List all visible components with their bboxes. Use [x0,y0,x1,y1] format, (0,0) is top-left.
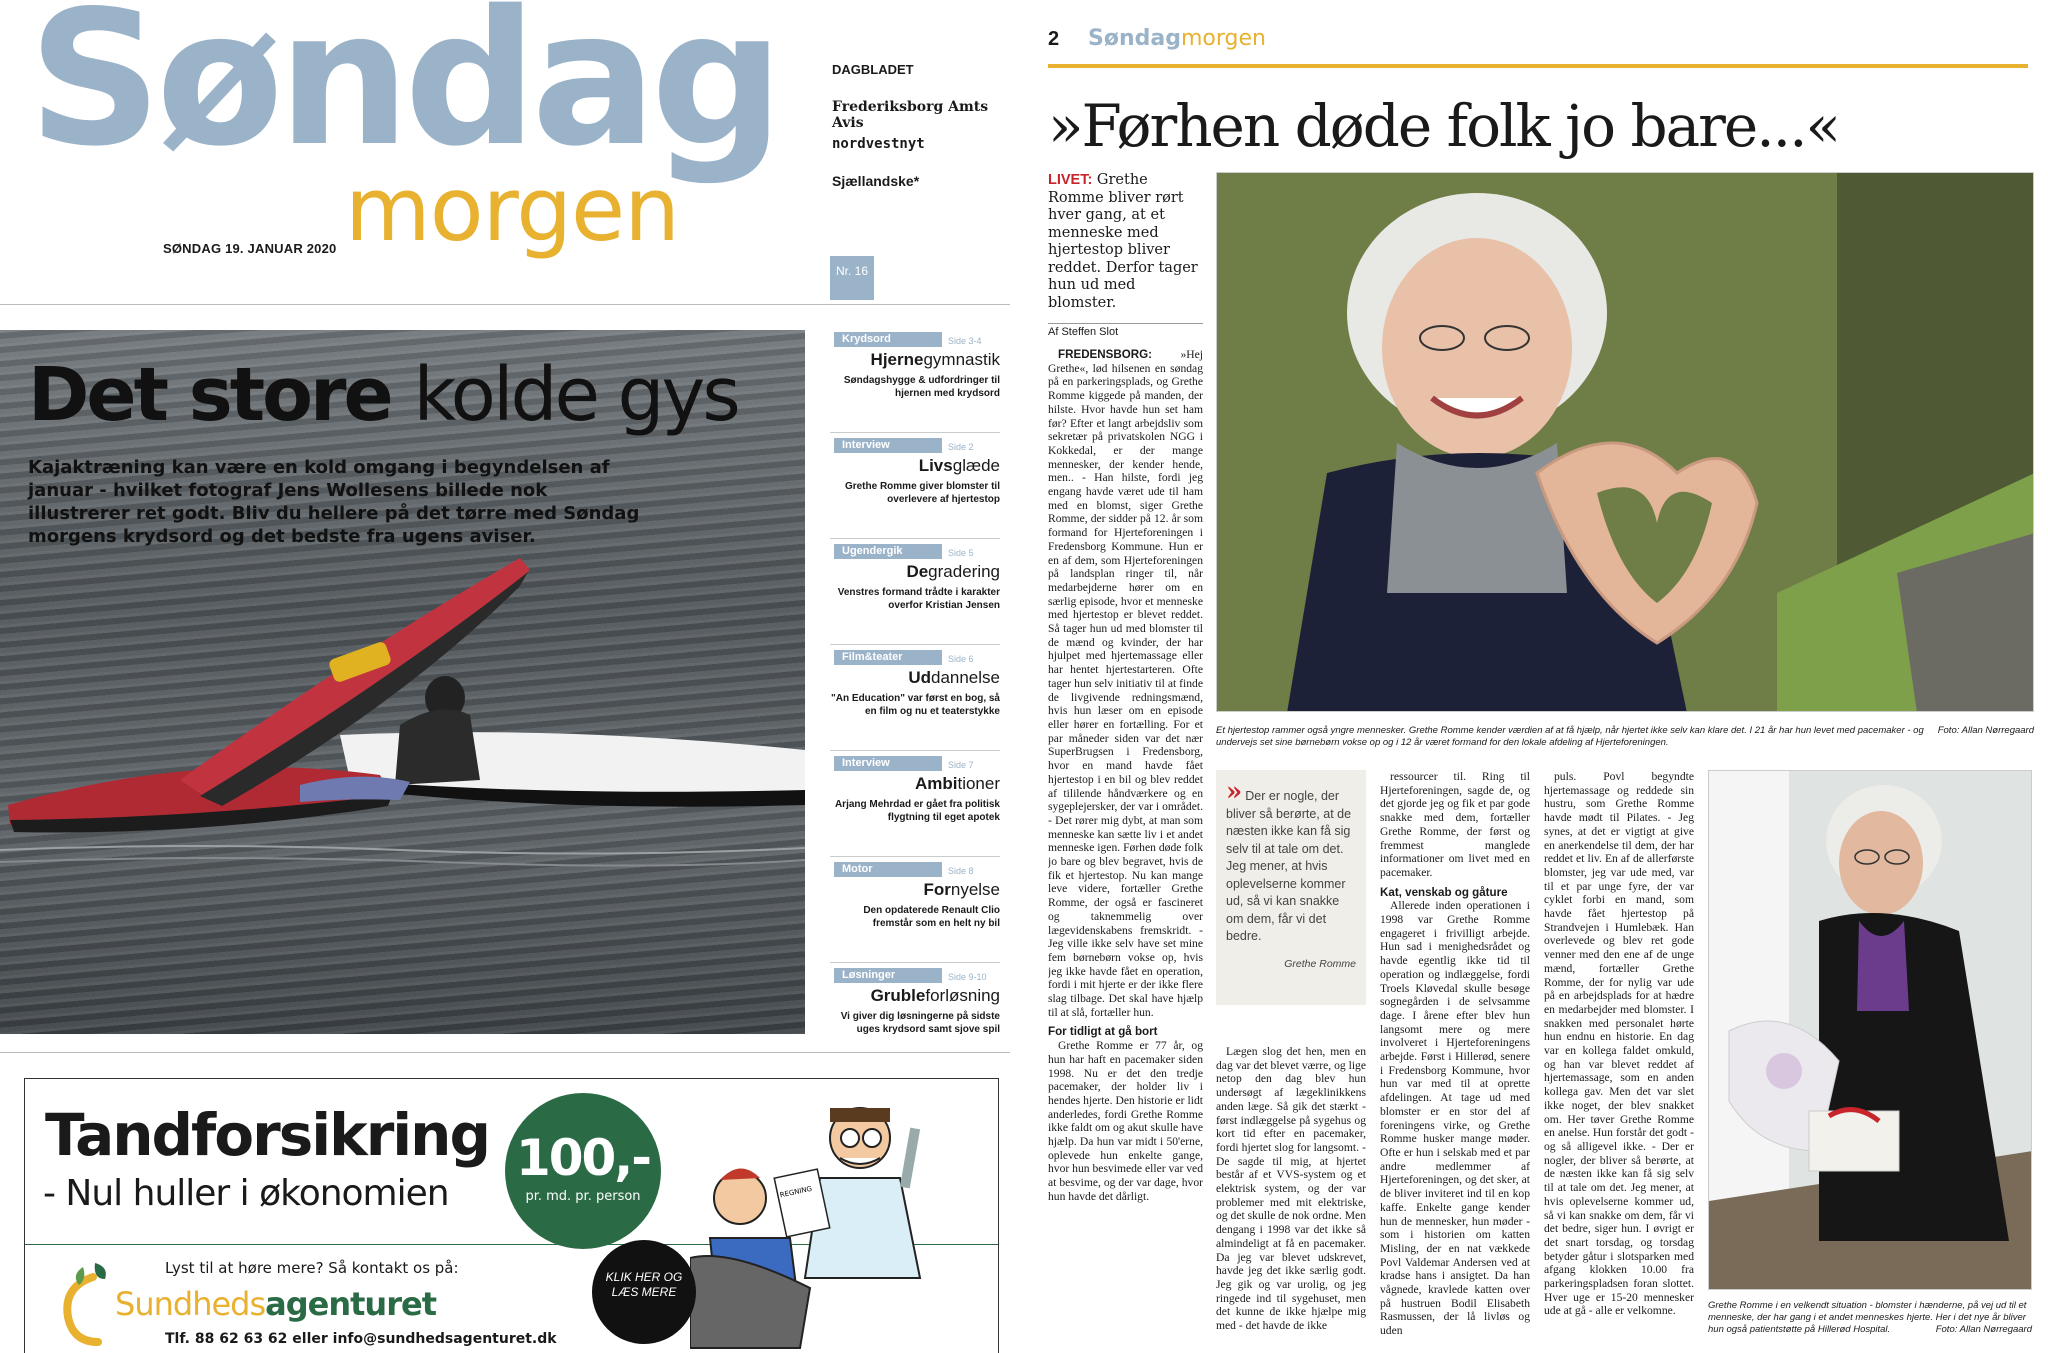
toc-title: Ambitioner [914,774,1000,793]
paper-frederiksborg: Frederiksborg Amts Avis [832,99,989,131]
article-subhead: Kat, venskab og gåture [1380,885,1508,899]
toc-page: Side 2 [948,442,974,452]
kayak-image [0,550,805,870]
toc-title: Grubleforløsning [870,986,1000,1005]
ad-subtitle: - Nul huller i økonomien [43,1173,449,1214]
toc-summary: Grethe Romme giver blomster til overlevere af hjertestop [844,481,1000,505]
hero-headline: Det store kolde gys [28,352,738,438]
ad-contact: Tlf. 88 62 63 62 eller info@sundhedsagenturet.dk [165,1331,557,1347]
article-column-3: ressourcer til. Ring til Hjerteforeningen, sagde de, og det gjorde jeg og fik et par gode snakke med dem, fortæller Grethe Romme, der først og fremmest manglede informationer om livet med en pacemaker. Kat, venskab og gåture Allerede inden operationen i 1998 var Grethe Romme engageret i frivilligt arbejde. Hun sad i menighedsrådet og havde egentlig ikke tid til operation og indlæggelse, fordi Troels Kløvedal skulle besøge sognegården i de selvsamme dage. I årene efter blev hun langsomt mere og mere involveret i Hjerteforeningens arbejde. Først i Hillerød, senere i Fredensborg Kommune, hvor hun var med til at oprette afdelingen. At tage ud med blomster er en stor del af foreningens virke, og Grethe Romme husker mange møder. Ofte er hun i selskab med et par andre medlemmer af Hjerteforeningen, og det sker, at de bliver inviteret ind til en kop kaffe. Enkelte gange kender hun de mennesker, hun møder - som i historien om katten Misling, der en nat vækkede Povl Valdemar Andersen ved at kradse hans i ansigtet. Da han vågnede, kravlede katten over på hustruen Bodil Elisabeth Rasmussen, der lå livløs og uden [1380,770,1530,1338]
ad-cta-button[interactable]: KLIK HER OG LÆS MERE [592,1240,696,1344]
toc-page: Side 8 [948,866,974,876]
toc-item[interactable] [830,646,1000,751]
divider [0,304,1010,305]
hero-deck: Kajaktræning kan være en kold omgang i begyndelsen af januar - hvilket fotograf Jens Wollesens billede nok illustrerer ret godt. Bliv du hellere på det tørre med Søndag morgens krydsord og det bedste fra ugens aviser. [28,457,640,547]
article-column-2: Lægen slog det hen, men en dag var det blevet værre, og lige netop den dag blev hun undersøgt af lægeklinikkens anden læge. Så gik det stærkt - først indlæggelse på sygehus og kort tid efter en pacemaker, fordi hjertet slog for langsomt. - De sagde til mig, at hjertet består af et VVS-system og et elektrisk system, og der var problemer med mit elektriske, og det skulle de nok ordne. Men dengang i 1998 var det ikke så almindeligt at få en pacemaker. Da jeg var blevet udskrevet, havde jeg det ikke særlig godt. Jeg gik og var urolig, og jeg ringede ind til sygehuset, men det kunne de ikke hjælpe mig med - det havde de ikke [1216,1045,1366,1333]
article-page [1048,0,2048,1353]
toc-title: Degradering [906,562,1000,581]
table-of-contents [830,328,1000,1070]
toc-summary: Vi giver dig løsningerne på sidste uges krydsord samt sjove spil [840,1011,1000,1035]
ad-brand: Sundhedsagenturet [115,1285,436,1323]
page-rule [1048,64,2028,68]
paper-nordvestnyt: nordvestnyt [832,136,925,152]
dentist-cartoon-icon [690,1088,990,1353]
toc-page: Side 7 [948,760,974,770]
second-photo[interactable] [1708,770,2032,1290]
main-photo[interactable] [1216,172,2034,712]
toc-title: Uddannelse [908,668,1000,687]
toc-title: Fornyelse [923,880,1000,899]
article-headline: »Førhen døde folk jo bare...« [1048,92,1840,160]
second-photo-caption: Grethe Romme i en velkendt situation - blomster i hænderne, på vej ud til et menneske, der har gang i et andet menneskes hjerte. Her i det nye år bliver hun også patientstøtte på Hillerød Hospital. Foto: Allan Nørregaard [1708,1300,2032,1335]
article-subhead: For tidligt at gå bort [1048,1025,1158,1039]
toc-item[interactable] [830,328,1000,433]
main-photo-caption: Foto: Allan Nørregaard Et hjertestop rammer også yngre mennesker. Grethe Romme kender værdien af at få hjælp, når hjertet ikke selv kan klare det. I 21 år har hun levet med pacemaker - og undervejs set sine børnebørn vokse op og i 12 år været formand for den lokale afdeling af Hjerteforeningen. [1216,725,2034,748]
toc-item[interactable] [830,434,1000,539]
toc-item[interactable] [830,540,1000,645]
toc-page: Side 3-4 [948,336,982,346]
main-photo-credit: Foto: Allan Nørregaard [1937,725,2034,736]
toc-summary: Venstres formand trådte i karakter overfor Kristian Jensen [837,587,1000,611]
toc-tag: Løsninger [834,968,942,983]
article-column-4: puls. Povl begyndte hjertemassage og reddede sin hustru, som Grethe Romme havde mødt til Pilates. - Jeg synes, at det er vigtigt at give en anerkendelse til dem, der har reddet et liv. En af de allerførste blomster, jeg var ude med, var til et par unge fyre, der var cyklet forbi en mand, som havde fået hjertestop på Strandvejen i Humlebæk. Han overlevede og blev ret gode venner med den ene af de unge mænd, fortæller Grethe Romme, der for nylig var ude på en arbejdsplads for at hædre en medarbejder med blomster. I snakken med personalet hørte hun endnu en historie. En dag var en kollega faldet omkuld, og han var blevet reddet af hjertemassage, som en anden kollega gav. Men det var slet ikke noget, der blev snakket om. Her tøver Grethe Romme en anelse. Hun forstår det godt - og så alligevel ikke. - Der er nogler, der bliver så berørte, at de næsten ikke kan få sig selv til at tale om det. Jeg mener, at hvis oplevelserne kommer ud, så vi kan snakke om dem, får vi det bedre, siger hun. I øvrigt er det snart torsdag, og torsdag betyder gåtur i slotsparken med afgang klokken 10.00 fra parkeringspladsen foran slottet. Hver uge er 15-20 mennesker ude at gå - alle er velkomne. [1544,770,1694,1318]
page-number: 2 [1048,28,1060,50]
toc-tag: Motor [834,862,942,877]
hero-photo[interactable] [0,330,805,1034]
toc-summary: Arjang Mehrdad er gået fra politisk flygtning til eget apotek [834,799,1000,823]
toc-tag: Interview [834,756,942,771]
woman-flowers-image [1709,771,2032,1290]
pull-quote-author: Grethe Romme [1284,957,1356,970]
divider [0,1052,1010,1053]
toc-summary: "An Education" var først en bog, så en film og nu et teaterstykke [831,693,1000,717]
toc-item[interactable] [830,752,1000,857]
svg-text:REGNING: REGNING [779,1184,813,1200]
woman-heart-hands-image [1217,173,2034,712]
article-byline: Af Steffen Slot [1048,323,1203,338]
article-lede: LIVET: Grethe Romme bliver rørt hver gang, at et menneske med hjertestop bliver reddet. Derfor tager hun ud med blomster. [1048,172,1198,311]
toc-tag: Interview [834,438,942,453]
toc-tag: Ugendergik [834,544,942,559]
toc-summary: Den opdaterede Renault Clio fremstår som en helt ny bil [863,905,1000,929]
toc-item[interactable] [830,964,1000,1069]
toc-page: Side 6 [948,654,974,664]
quote-mark-icon: » [1226,777,1243,807]
sundhedsagenturet-logo-icon [43,1257,113,1347]
toc-summary: Søndagshygge & udfordringer til hjernen med krydsord [843,375,1000,399]
paper-sjaellandske: Sjællandske* [832,173,920,189]
issue-badge: Nr. 16 [830,256,874,300]
paper-dagbladet: DAGBLADET [832,62,914,77]
toc-title: Livsglæde [918,456,1000,475]
ad-contact-prompt: Lyst til at høre mere? Så kontakt os på: [165,1259,459,1277]
masthead-date: SØNDAG 19. JANUAR 2020 [163,241,337,256]
pull-quote: » Der er nogle, der bliver så berørte, at de næsten ikke kan få sig selv til at tale om det. Jeg mener, at hvis oplevelserne kommer ud, så vi kan snakke om dem, får vi det bedre. Grethe Romme [1216,770,1366,1005]
ad-title: Tandforsikring [45,1101,489,1169]
toc-page: Side 5 [948,548,974,558]
ad-price-badge: 100,- pr. md. pr. person [505,1093,661,1249]
front-page [0,0,1010,1353]
masthead-morgen: morgen [345,158,679,261]
toc-page: Side 9-10 [948,972,987,982]
toc-title: Hjernegymnastik [870,350,1000,369]
toc-item[interactable] [830,858,1000,963]
partner-papers [832,62,1012,210]
page-brand: Søndagmorgen [1088,26,1266,51]
masthead-sondag: Søndag [28,0,778,187]
article-column-1: FREDENSBORG: »Hej Grethe«, lød hilsenen en søndag på en parkeringsplads, og Grethe Romme kiggede på manden, der hilste. Hvor havde hun set ham før? Efter et langt arbejdsliv som sekretær på privatskolen NGG i Kokkedal, er der mange mennesker, der kender hende, men.. - Han hilste, fordi jeg engang havde været ude til ham med en blomst, siger Grethe Romme, der sidder på 12. år som formand for Hjerteforeningen i Fredensborg Kommune. Hun er en af dem, som Hjerteforeningen på landsplan ringer til, når medarbejderne hører om en særlig episode, hvor et menneske med hjertestop er blevet reddet. Så tager hun ud med blomster til de mænd og kvinder, der har hjulpet med hjertemassage eller har hentet hjertestarteren. Ofte tager hun selv initiativ til at finde de livgivende redningsmænd, hvis hun læser om en episode eller hører en fortælling. For et par måneder siden var det nær SuperBrugsen i Fredensborg, hvor en mand havde fået hjertestop i en bil og blev reddet af tililende håndværkere og en sygeplejersker, der var i området. - Det rører mig dybt, at man som menneske kan sætte liv i et andet menneske igen. Førhen døde folk jo bare og blev begravet, hvis de fik et hjertestop. Nu kan mange leve videre, fortæller Grethe Romme, der også er fascineret og taknemmelig over lægevidenskabens fremskridt. - Jeg ville ikke selv have set mine fem børnebørn vokse op, hvis jeg ikke havde fået en operation, fordi i mit hjerte er der ikke flere slag tilbage. Det skal have hjælp til at slå, fortæller hun. For tidligt at gå bort Grethe Romme er 77 år, og hun har haft en pacemaker siden 1998. Nu er det den tredje pacemaker, der holder liv i hendes hjerte. Den historie er lidt anderledes, fordi Grethe Romme ikke faldt om og akut skulle have hjælp. Da hun var midt i 50'erne, oplevede hun enkelte gange, hvor hun besvimede eller var ved at besvime, og der var dage, hvor hun havde det dårligt. [1048,348,1203,1203]
second-photo-credit: Foto: Allan Nørregaard [1935,1324,2032,1335]
toc-tag: Krydsord [834,332,942,347]
toc-tag: Film&teater [834,650,942,665]
